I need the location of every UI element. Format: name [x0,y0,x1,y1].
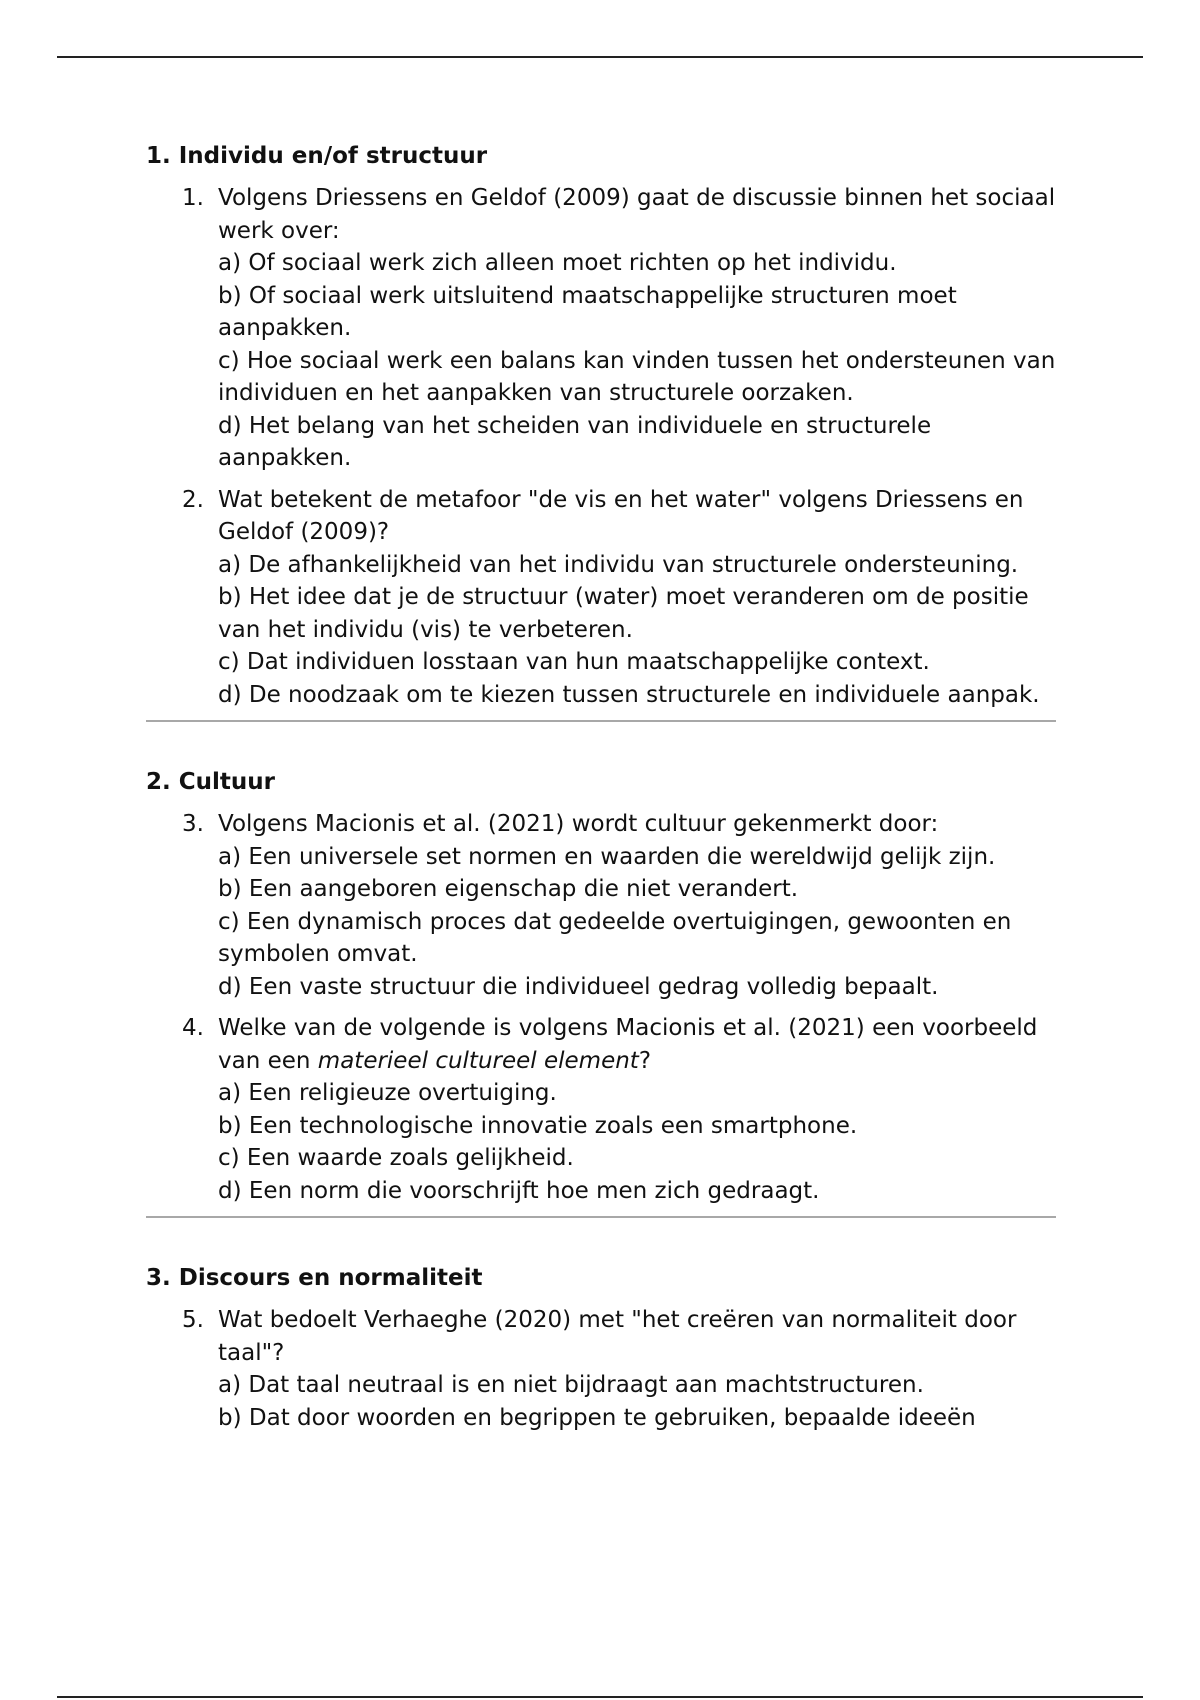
question-text-start: Welke van de volgende is volgens Macionis et al. (2021) een voorbeeld van een [218,1015,1038,1074]
question-text-end: ? [638,1047,652,1074]
question-5 [146,1304,1056,1434]
section-discours-normaliteit [146,1262,1056,1434]
document-content [146,140,1056,1443]
section-individu-structuur [146,140,1056,711]
question-4 [146,1012,1056,1207]
answer-option-a: a) De afhankelijkheid van het individu van structurele ondersteuning. [218,551,1019,578]
question-number: 4. [182,1015,204,1041]
section-heading: 2. Cultuur [146,769,275,795]
question-text: Volgens Macionis et al. (2021) wordt cultuur gekenmerkt door: [218,811,939,837]
question-text: Wat bedoelt Verhaeghe (2020) met "het creëren van normaliteit door taal"? [218,1307,1017,1366]
answer-option-b: b) Of sociaal werk uitsluitend maatschappelijke structuren moet aanpakken. [218,282,957,341]
answer-option-d: d) Een vaste structuur die individueel gedrag volledig bepaalt. [218,973,939,1000]
answer-option-c: c) Dat individuen losstaan van hun maatschappelijke context. [218,649,930,675]
section-heading: 1. Individu en/of structuur [146,143,488,169]
answer-option-a: a) Een universele set normen en waarden die wereldwijd gelijk zijn. [218,843,996,870]
question-list [146,1304,1056,1434]
question-list [146,808,1056,1207]
question-number: 2. [182,486,204,513]
answer-option-c: c) Een dynamisch proces dat gedeelde overtuigingen, gewoonten en symbolen omvat. [218,908,1012,967]
answer-option-d: d) Een norm die voorschrijft hoe men zich gedraagt. [218,1177,820,1204]
page-top-rule [57,56,1143,58]
question-text [218,1012,1056,1077]
answer-option-b: b) Dat door woorden en begrippen te gebruiken, bepaalde ideeën [218,1404,976,1431]
question-text: Wat betekent de metafoor "de vis en het water" volgens Driessens en Geldof (2009)? [218,486,1024,545]
question-number: 3. [182,811,204,837]
section-divider [146,720,1056,722]
answer-option-d: d) Het belang van het scheiden van individuele en structurele aanpakken. [218,412,932,471]
answer-option-a: a) Of sociaal werk zich alleen moet richten op het individu. [218,250,897,276]
section-heading: 3. Discours en normaliteit [146,1265,483,1291]
question-1 [146,182,1056,475]
question-2 [146,484,1056,712]
answer-option-c: c) Een waarde zoals gelijkheid. [218,1145,574,1171]
answer-option-d: d) De noodzaak om te kiezen tussen structurele en individuele aanpak. [218,681,1040,708]
page-bottom-rule [57,1696,1143,1698]
question-number: 1. [182,185,204,211]
answer-option-b: b) Een aangeboren eigenschap die niet verandert. [218,876,799,902]
answer-option-a: a) Een religieuze overtuiging. [218,1080,557,1106]
question-list [146,182,1056,711]
answer-option-c: c) Hoe sociaal werk een balans kan vinden tussen het ondersteunen van individuen en het aanpakken van structurele oorzaken. [218,347,1056,406]
question-number: 5. [182,1307,204,1333]
section-cultuur [146,766,1056,1207]
answer-option-b: b) Het idee dat je de structuur (water) moet veranderen om de positie van het individu (vis) te verbeteren. [218,584,1029,643]
answer-option-b: b) Een technologische innovatie zoals een smartphone. [218,1112,858,1139]
question-3 [146,808,1056,1003]
answer-option-a: a) Dat taal neutraal is en niet bijdraagt aan machtstructuren. [218,1372,924,1398]
question-text: Volgens Driessens en Geldof (2009) gaat de discussie binnen het sociaal werk over: [218,185,1056,244]
question-text-emphasis: materieel cultureel element [317,1047,639,1074]
section-divider [146,1216,1056,1218]
